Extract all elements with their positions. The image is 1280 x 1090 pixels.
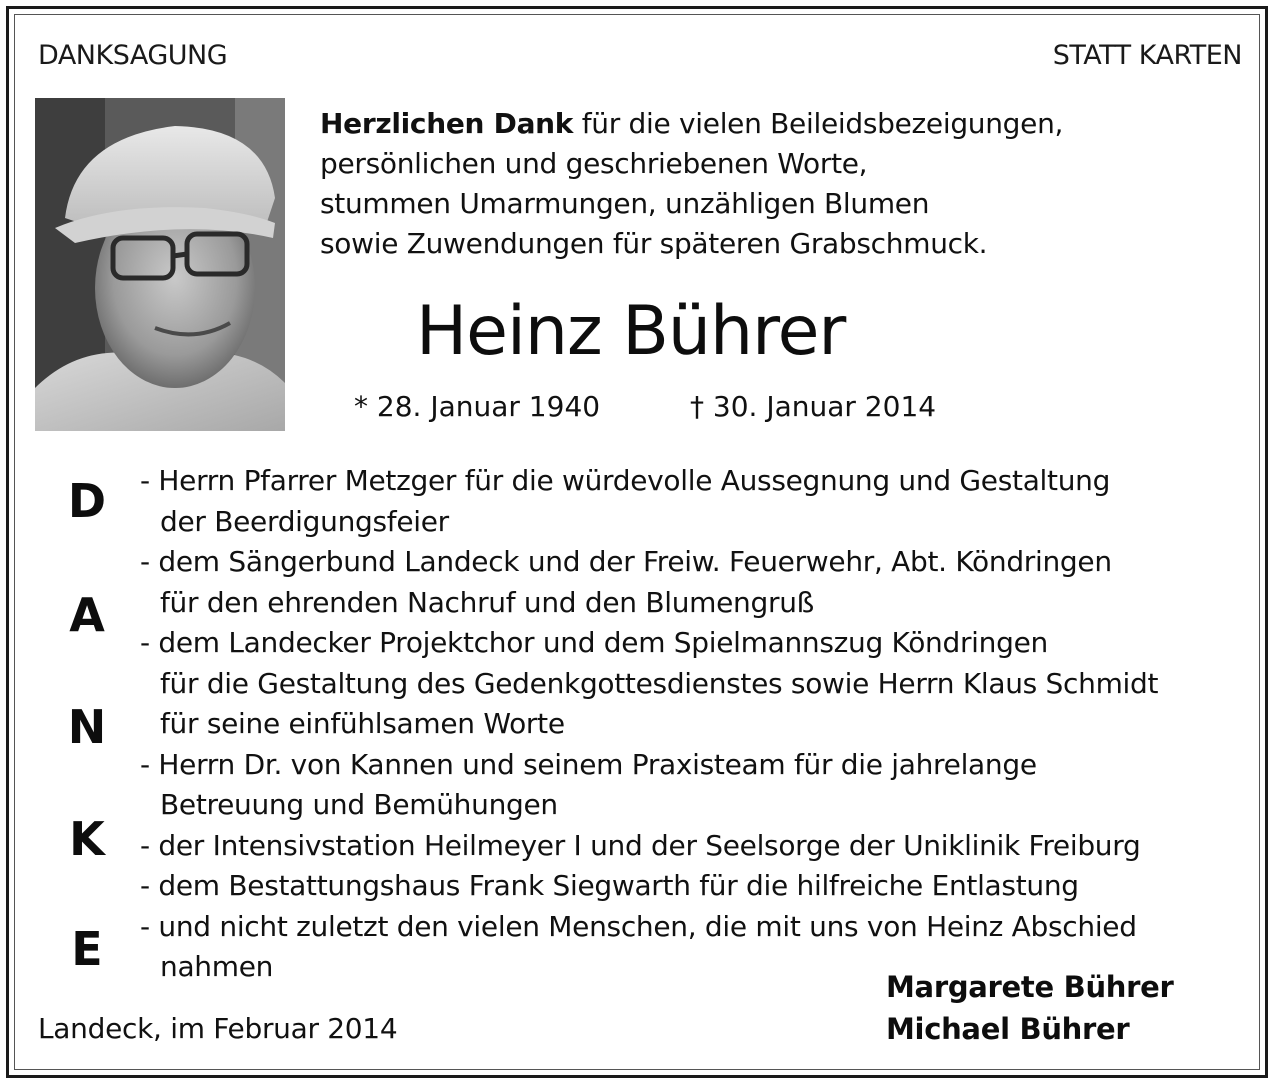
danke-letter: K [69,812,105,866]
intro-text [320,104,1063,264]
intro-line-3: stummen Umarmungen, unzähligen Blumen [320,187,930,220]
intro-line-1 [320,104,1063,144]
thanks-line: - und nicht zuletzt den vielen Menschen, die mit uns von Heinz Abschied [140,909,1137,943]
thanks-line: nahmen [160,950,274,983]
deceased-name: Heinz Bührer [416,292,846,371]
portrait-illustration [35,98,285,431]
signature-name: Michael Bührer [886,1012,1130,1046]
signature-name: Margarete Bührer [886,970,1174,1004]
death-date: † 30. Januar 2014 [690,390,937,423]
thanks-line: - dem Bestattungshaus Frank Siegwarth für die hilfreiche Entlastung [140,869,1079,902]
header-statt-karten: STATT KARTEN [1052,40,1242,71]
thanks-line: - dem Landecker Projektchor und dem Spielmannszug Köndringen [140,626,1048,659]
intro-line-1-rest: für die vielen Beileidsbezeigungen, [573,107,1064,140]
thanks-line: für die Gestaltung des Gedenkgottesdienstes sowie Herrn Klaus Schmidt [160,666,1159,700]
danke-letter: N [67,700,107,754]
danke-letter: E [71,922,103,976]
intro-line-2: persönlichen und geschriebenen Worte, [320,147,868,180]
danke-letter: D [67,474,107,528]
thanks-line: für seine einfühlsamen Worte [160,707,565,740]
danke-letter: A [69,588,105,642]
portrait-photo [35,98,285,431]
thanks-line: der Beerdigungsfeier [160,504,449,538]
birth-date: * 28. Januar 1940 [354,390,601,423]
thanks-line: Betreuung und Bemühungen [160,788,558,821]
thanks-line: für den ehrenden Nachruf und den Blumengruß [160,585,814,619]
place-date: Landeck, im Februar 2014 [38,1012,398,1045]
thanks-list [140,461,1158,988]
thanks-line: - dem Sängerbund Landeck und der Freiw. Feuerwehr, Abt. Köndringen [140,545,1112,578]
intro-line-4: sowie Zuwendungen für späteren Grabschmuck. [320,227,988,260]
thanks-line: - Herrn Pfarrer Metzger für die würdevolle Aussegnung und Gestaltung [140,464,1111,497]
thanks-line: - Herrn Dr. von Kannen und seinem Praxisteam für die jahrelange [140,747,1037,781]
intro-bold: Herzlichen Dank [320,107,574,140]
thanks-line: - der Intensivstation Heilmeyer I und der Seelsorge der Uniklinik Freiburg [140,828,1141,862]
header-danksagung: DANKSAGUNG [38,40,228,71]
